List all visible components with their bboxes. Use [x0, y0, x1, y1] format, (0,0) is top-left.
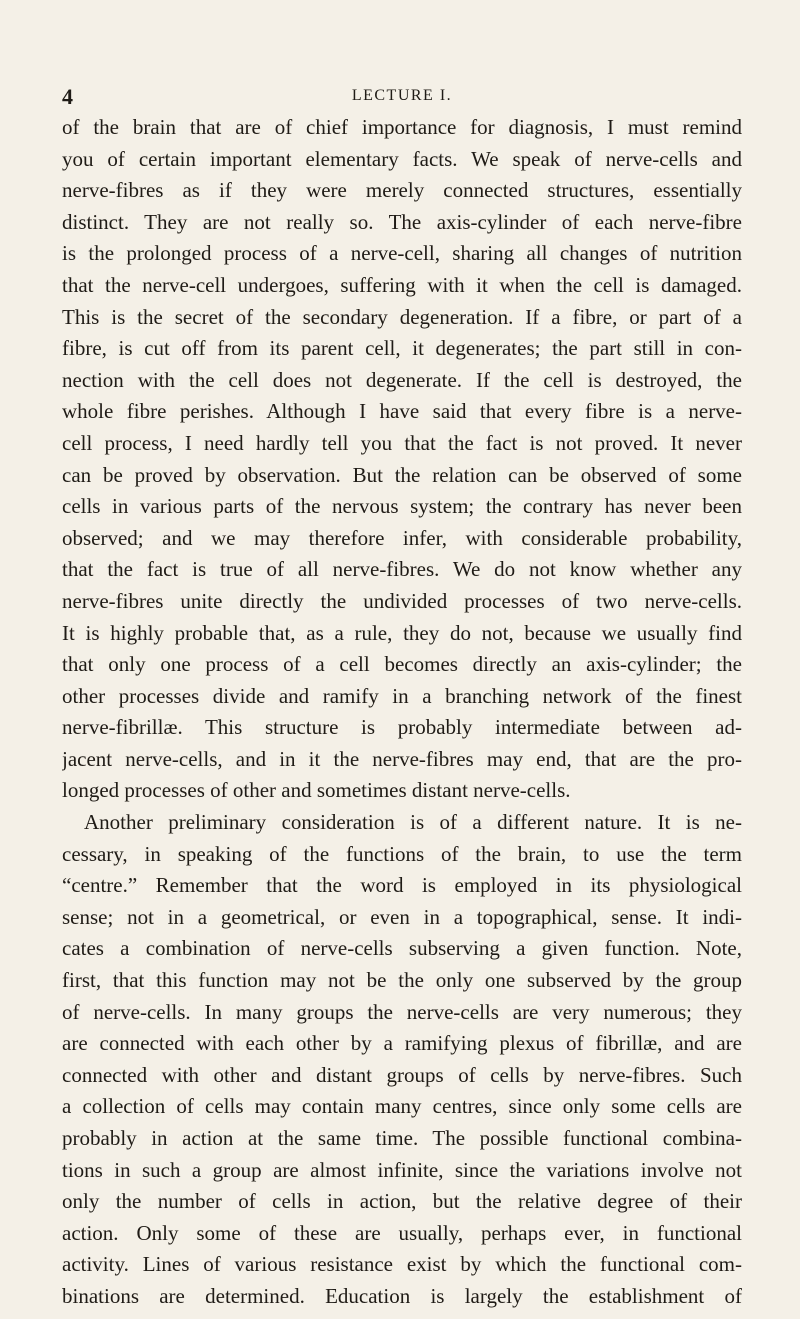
text-line: fibre, is cut off from its parent cell, it degenerates; the part still in con-: [62, 336, 742, 361]
text-line: of nerve-cells. In many groups the nerve-cells are very numerous; they: [62, 999, 742, 1024]
text-line: first, that this function may not be the only one subserved by the group: [62, 968, 742, 993]
text-line: you of certain important elementary facts. We speak of nerve-cells and: [62, 146, 742, 171]
text-line: jacent nerve-cells, and in it the nerve-fibres may end, that are the pro-: [62, 746, 742, 771]
page-number: 4: [62, 84, 73, 109]
body-text: [62, 112, 742, 1313]
text-line: connected with other and distant groups of cells by nerve-fibres. Such: [62, 1062, 742, 1087]
text-line: longed processes of other and sometimes distant nerve-cells.: [62, 778, 571, 803]
text-line: are connected with each other by a ramifying plexus of fibrillæ, and are: [62, 1031, 742, 1056]
text-line: cates a combination of nerve-cells subserving a given function. Note,: [62, 936, 742, 961]
text-line: is the prolonged process of a nerve-cell, sharing all changes of nutrition: [62, 241, 742, 266]
text-line: tions in such a group are almost infinite, since the variations involve not: [62, 1157, 742, 1182]
text-line: cells in various parts of the nervous system; the contrary has never been: [62, 494, 742, 519]
text-line: nerve-fibrillæ. This structure is probably intermediate between ad-: [62, 715, 742, 740]
running-head: LECTURE I.: [351, 87, 453, 104]
text-line: probably in action at the same time. The possible functional combina-: [62, 1126, 742, 1150]
text-line: This is the secret of the secondary degeneration. If a fibre, or part of a: [62, 304, 742, 329]
text-line: only the number of cells in action, but the relative degree of their: [62, 1189, 742, 1214]
text-line: binations are determined. Education is largely the establishment of: [62, 1283, 742, 1308]
text-line: cessary, in speaking of the functions of the brain, to use the term: [62, 841, 742, 866]
text-line: Another preliminary consideration is of a different nature. It is ne-: [84, 810, 742, 835]
text-line: observed; and we may therefore infer, with considerable probability,: [62, 525, 742, 550]
text-line: action. Only some of these are usually, perhaps ever, in functional: [62, 1220, 742, 1245]
text-line: can be proved by observation. But the relation can be observed of some: [62, 462, 742, 487]
text-line: that the fact is true of all nerve-fibres. We do not know whether any: [62, 557, 742, 582]
text-line: nection with the cell does not degenerate. If the cell is destroyed, the: [62, 367, 742, 392]
text-line: a collection of cells may contain many centres, since only some cells are: [62, 1094, 742, 1119]
text-line: cell process, I need hardly tell you that the fact is not proved. It never: [62, 430, 742, 455]
text-line: whole fibre perishes. Although I have said that every fibre is a nerve-: [62, 399, 742, 424]
text-line: nerve-fibres as if they were merely connected structures, essentially: [62, 178, 742, 203]
text-line: distinct. They are not really so. The axis-cylinder of each nerve-fibre: [62, 209, 742, 234]
text-line: that the nerve-cell undergoes, suffering with it when the cell is damaged.: [62, 272, 742, 297]
text-line: “centre.” Remember that the word is employed in its physiological: [62, 873, 742, 898]
page-header: [62, 84, 742, 112]
text-line: sense; not in a geometrical, or even in a topographical, sense. It indi-: [62, 904, 742, 929]
text-line: It is highly probable that, as a rule, they do not, because we usually find: [62, 620, 742, 645]
text-line: of the brain that are of chief importance for diagnosis, I must remind: [62, 115, 742, 139]
text-line: that only one process of a cell becomes directly an axis-cylinder; the: [62, 652, 742, 677]
text-line: other processes divide and ramify in a branching network of the finest: [62, 683, 742, 708]
text-line: nerve-fibres unite directly the undivided processes of two nerve-cells.: [62, 588, 742, 613]
text-line: activity. Lines of various resistance exist by which the functional com-: [62, 1252, 742, 1277]
